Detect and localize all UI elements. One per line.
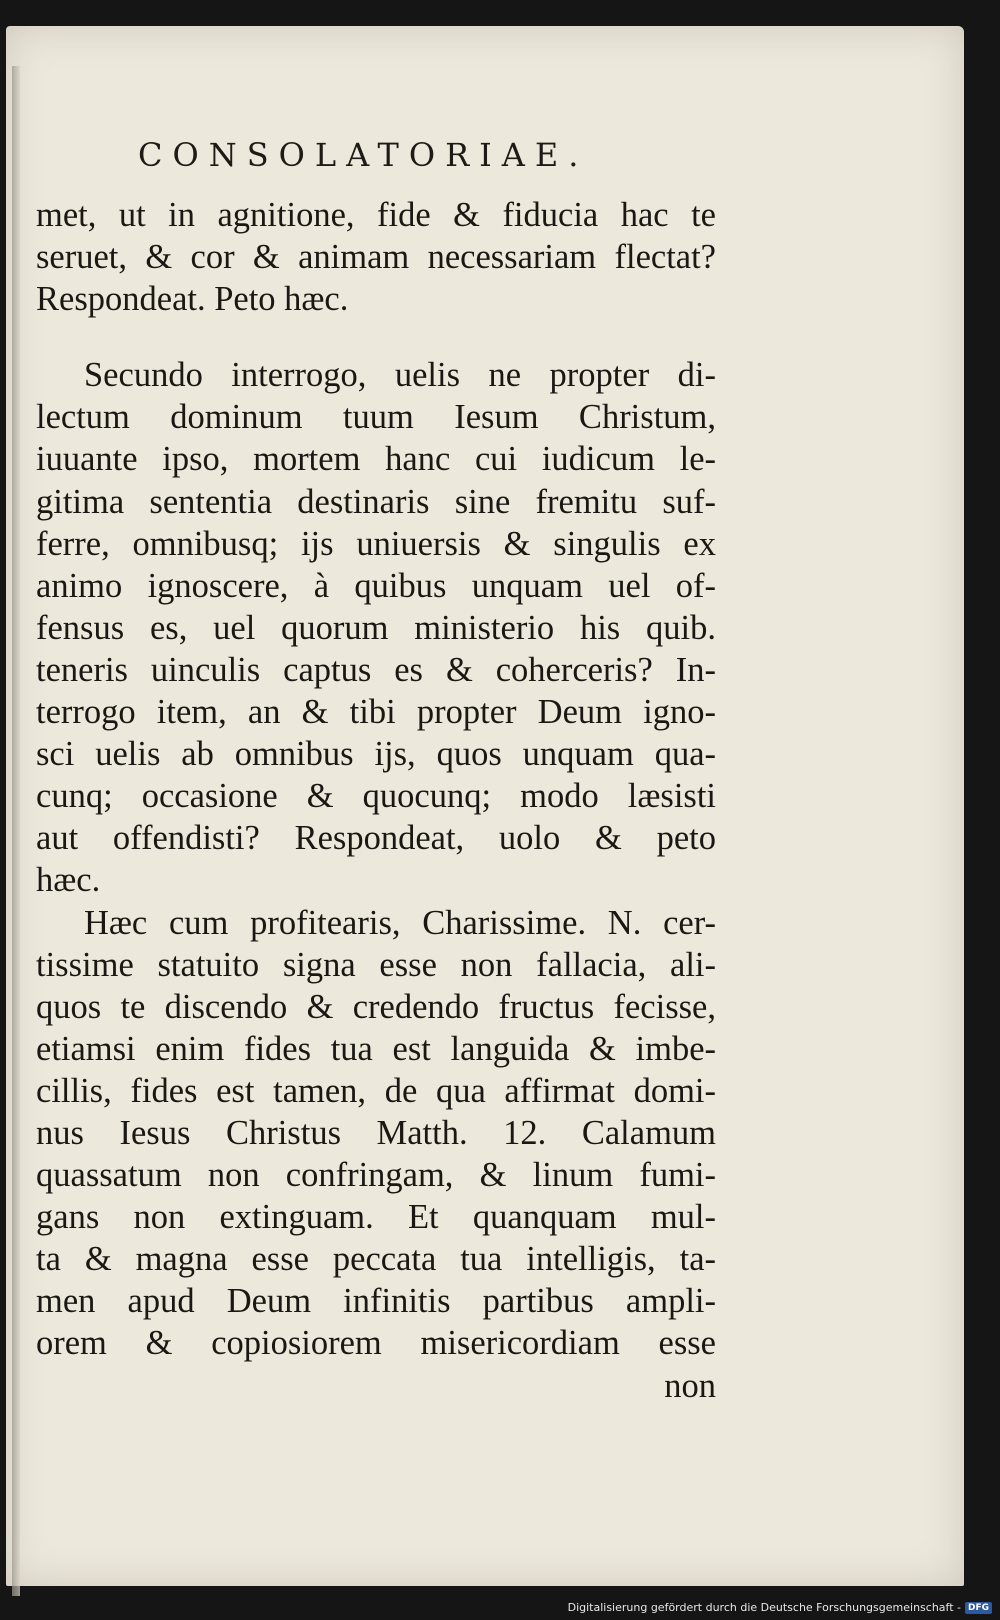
text-line: terrogo item, an & tibi propter Deum igno- <box>36 693 716 732</box>
text-line: seruet, & cor & animam necessariam flectat? <box>36 238 716 277</box>
page-gutter-shadow <box>12 66 20 1596</box>
text-line: orem & copiosiorem misericordiam esse <box>36 1324 716 1363</box>
digitization-credit <box>568 1601 992 1614</box>
paragraph-gap <box>36 320 716 354</box>
text-line: Hæc cum profitearis, Charissime. N. cer- <box>84 903 716 942</box>
text-line: animo ignoscere, à quibus unquam uel of- <box>36 566 716 605</box>
text-line: ferre, omnibusq; ijs uniuersis & singulis ex <box>36 524 716 563</box>
text-line: gitima sententia destinaris sine fremitu suf- <box>36 482 716 521</box>
text-line: ta & magna esse peccata tua intelligis, ta- <box>36 1240 716 1279</box>
text-line: lectum dominum tuum Iesum Christum, <box>36 398 716 437</box>
text-line: tissime statuito signa esse non fallacia, ali- <box>36 945 716 984</box>
text-line: iuuante ipso, mortem hanc cui iudicum le- <box>36 440 716 479</box>
text-line: teneris uinculis captus es & coherceris? In- <box>36 650 716 689</box>
book-page <box>6 26 964 1586</box>
text-line: Respondeat. Peto hæc. <box>36 280 349 319</box>
text-line: etiamsi enim fides tua est languida & imbe- <box>36 1029 716 1068</box>
text-line: cunq; occasione & quocunq; modo læsisti <box>36 777 716 816</box>
text-line: fensus es, uel quorum ministerio his quib. <box>36 608 716 647</box>
text-line: met, ut in agnitione, fide & fiducia hac te <box>36 196 716 234</box>
text-line: nus Iesus Christus Matth. 12. Calamum <box>36 1113 716 1152</box>
catchword: non <box>664 1366 716 1405</box>
text-line: cillis, fides est tamen, de qua affirmat domi- <box>36 1071 716 1110</box>
dfg-logo-icon: DFG <box>965 1602 992 1614</box>
paragraph-2 <box>36 354 716 901</box>
text-line: aut offendisti? Respondeat, uolo & peto <box>36 819 716 858</box>
paragraph-3 <box>36 902 716 1365</box>
text-line: men apud Deum infinitis partibus ampli- <box>36 1282 716 1321</box>
running-head: CONSOLATORIAE. <box>138 136 589 174</box>
text-block <box>36 194 716 1407</box>
text-line: sci uelis ab omnibus ijs, quos unquam qua- <box>36 735 716 774</box>
text-line: hæc. <box>36 861 101 900</box>
text-line: quos te discendo & credendo fructus fecisse, <box>36 987 716 1026</box>
text-line: Secundo interrogo, uelis ne propter di- <box>84 356 716 395</box>
credit-text: Digitalisierung gefördert durch die Deutsche Forschungsgemeinschaft - <box>567 1601 961 1614</box>
text-line: gans non extinguam. Et quanquam mul- <box>36 1198 716 1237</box>
text-line: quassatum non confringam, & linum fumi- <box>36 1156 716 1195</box>
paragraph-1 <box>36 194 716 320</box>
